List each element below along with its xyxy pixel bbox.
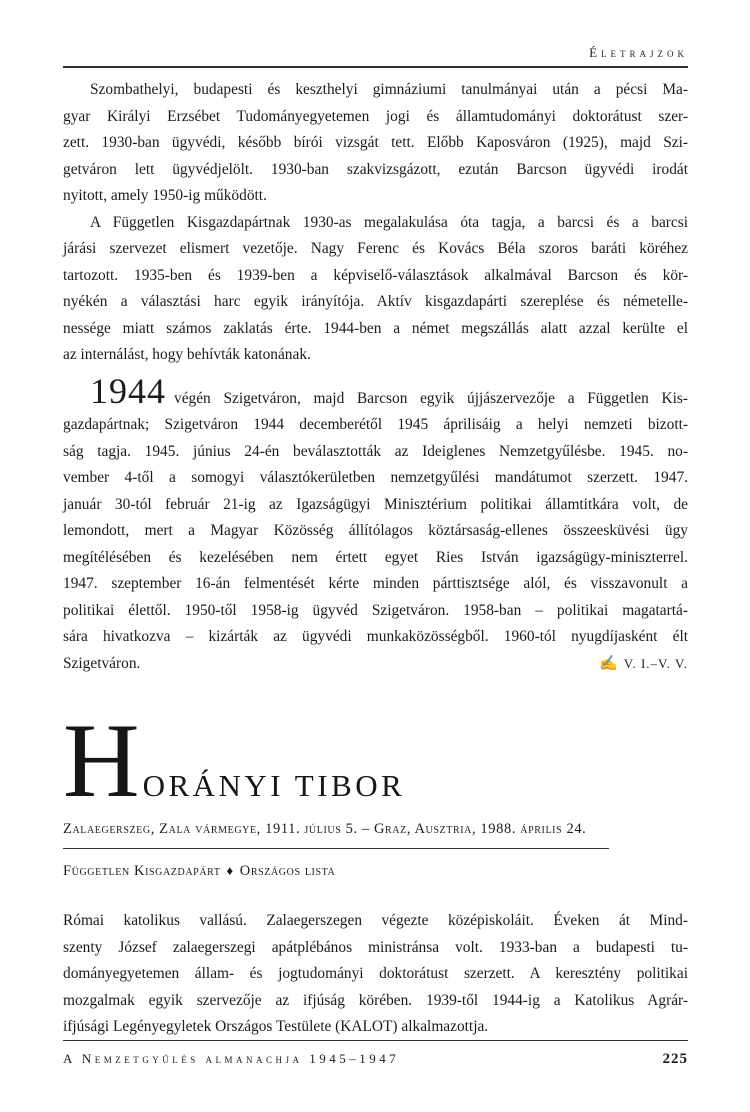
- text-line: 1947. szeptember 16-án felmentését kérte minden párttisztsége alól, és visszavonult a: [63, 575, 688, 592]
- list-type: Országos lista: [239, 862, 336, 879]
- text-line: ság tagja. 1945. június 24-én beválasztották az Ideiglenes Nemzetgyűlésbe. 1945. no-: [63, 442, 688, 460]
- text-line: vember 4-től a somogyi választókerületben nemzetgyűlési mandátumot szerzett. 1947.: [63, 469, 688, 486]
- paragraph-lines: [63, 77, 688, 210]
- text-line: [63, 370, 688, 413]
- paragraph-lines: [63, 908, 688, 1041]
- text-line: ifjúsági Legényegyletek Országos Testülete (KALOT) alkalmazottja.: [63, 1018, 489, 1035]
- paragraph-lines: [63, 210, 688, 369]
- text-line: gazdapártnak; Szigetváron 1944 decemberétől 1945 áprilisáig a helyi nemzeti bizott-: [63, 416, 688, 433]
- signature-line: [63, 651, 688, 678]
- author-signature: [599, 651, 688, 678]
- text-line: zett. 1930-ban ügyvédi, később bírói vizsgát tett. Előbb Kaposváron (1925), majd Szi-: [63, 134, 688, 151]
- text-line: lemondott, mert a Magyar Közösség állítólagos köztársaság-ellenes összeesküvési ügy: [63, 522, 688, 539]
- text-line: gyar Királyi Erzsébet Tudományegyetemen jogi és államtudományi doktorátust szer-: [63, 107, 688, 125]
- paragraph-studies: [63, 77, 688, 210]
- paragraph-party-activity: [63, 210, 688, 369]
- footer-title: A Nemzetgyűlés almanachja 1945–1947: [63, 1051, 400, 1066]
- text-line: az internálást, hogy behívták katonának.: [63, 346, 311, 363]
- author-initials: V. I.–V. V.: [623, 655, 688, 671]
- footer-rule: [63, 1040, 688, 1041]
- text-line: megítélésében és kezelésében nem értett egyet Ries István igazságügy-miniszterrel.: [63, 548, 688, 566]
- entry-name-rest: ORÁNYI TIBOR: [142, 768, 406, 803]
- text-line: Szombathelyi, budapesti és keszthelyi gimnáziumi tanulmányai után a pécsi Ma-: [90, 81, 688, 98]
- text-line: politikai élettől. 1950-től 1958-ig ügyvéd Szigetváron. 1958-ban – politikai magatartá-: [63, 601, 688, 619]
- text-line: nessége miatt számos zaklatás érte. 1944-ben a német megszállás alatt azzal kerülte el: [63, 319, 688, 337]
- page-number: 225: [662, 1051, 688, 1067]
- last-line-text: Szigetváron.: [63, 654, 141, 672]
- page-footer: [63, 1040, 688, 1068]
- drop-cap-initial: H: [63, 702, 140, 819]
- party-line: [63, 858, 688, 885]
- writing-hand-icon: ✍: [599, 655, 619, 672]
- diamond-icon: ♦: [226, 862, 234, 878]
- text-line: szenty József zalaegerszegi apátplébános ministránsa volt. 1933-ban a budapesti tu-: [63, 938, 688, 956]
- paragraph-1944: [63, 370, 688, 678]
- running-head: Életrajzok: [589, 45, 688, 60]
- birth-death-line: Zalaegerszeg, Zala vármegye, 1911. július 5. – Graz, Ausztria, 1988. április 24.: [63, 821, 587, 837]
- entry-horanyi-tibor: [63, 702, 688, 1041]
- previous-entry-continuation: [63, 77, 688, 677]
- text-line: sára hivatkozva – kizárták az ügyvédi munkaközösségből. 1960-tól nyugdíjasként élt: [63, 628, 688, 645]
- header-rule: [63, 66, 688, 68]
- text-line: A Független Kisgazdapártnak 1930-as megalakulása óta tagja, a barcsi és a barcsi: [90, 213, 688, 231]
- paragraph-lines: [63, 412, 688, 651]
- text-line: nyékén a választási harc egyik irányítója. Aktív kisgazdapárti szereplése és németelle-: [63, 293, 688, 310]
- text-line: mozgalmak egyik szervezője az ifjúság körében. 1939-től 1944-ig a Katolikus Agrár-: [63, 991, 688, 1009]
- running-head-row: [63, 44, 688, 62]
- text-line: Római katolikus vallású. Zalaegerszegen végezte középiskoláit. Éveken át Mind-: [63, 912, 688, 929]
- text-line: nyitott, amely 1950-ig működött.: [63, 187, 267, 204]
- text-line: január 30-tól február 21-ig az Igazságügyi Minisztérium politikai államtitkára volt, de: [63, 495, 688, 513]
- lead-line-text: végén Szigetváron, majd Barcson egyik újjászervezője a Független Kis-: [174, 389, 688, 407]
- entry-name: [63, 702, 688, 819]
- footer-row: [63, 1051, 688, 1068]
- text-line: getváron lett ügyvédjelölt. 1930-ban szakvizsgázott, ezután Barcson ügyvédi irodát: [63, 160, 688, 178]
- vitals-rule: [63, 848, 609, 849]
- paragraph-biography: [63, 908, 688, 1041]
- page-body: [63, 77, 688, 1041]
- party-name: Független Kisgazdapárt: [63, 862, 221, 879]
- text-line: tartozott. 1935-ben és 1939-ben a képviselő-választások alkalmával Barcson és kör-: [63, 266, 688, 284]
- text-line: járási szervezet elismert vezetője. Nagy Ferenc és Kovács Béla szoros baráti köréhez: [63, 240, 688, 257]
- lead-year-1944: 1944: [90, 370, 166, 411]
- text-line: dományegyetemen állam- és jogtudományi doktorátust szerzett. A keresztény politikai: [63, 965, 688, 982]
